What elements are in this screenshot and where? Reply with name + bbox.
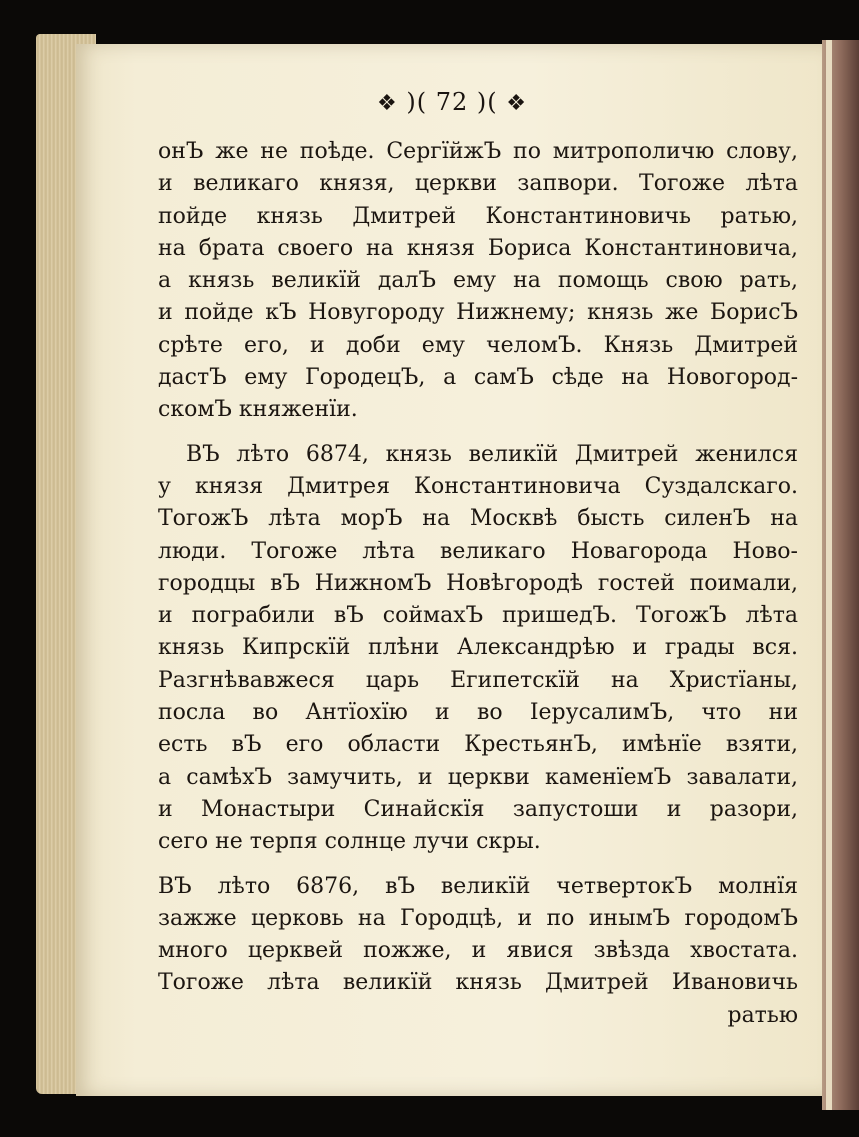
text-line: и пограбили вЪ соймахЪ пришедЪ. ТогожЪ лѣта bbox=[158, 603, 798, 629]
text-line: люди. Тогоже лѣта великаго Новагорода Ново- bbox=[158, 538, 798, 564]
catchword: ратью bbox=[727, 1002, 798, 1028]
text-line: сего не терпя солнце лучи скры. bbox=[158, 829, 541, 855]
text-line: и великаго князя, церкви запвори. Тогоже лѣта bbox=[158, 171, 798, 197]
text-line: ВЪ лѣто 6876, вЪ великїй четвертокЪ молнїя bbox=[158, 873, 798, 899]
text-line: есть вЪ его области КрестьянЪ, имѣнїе взяти, bbox=[158, 732, 798, 758]
page-header bbox=[76, 88, 828, 116]
paragraph-3 bbox=[158, 871, 798, 1032]
text-line: пойде князь Дмитрей Константиновичь ратью, bbox=[158, 203, 798, 229]
text-line: ТогожЪ лѣта морЪ на Москвѣ бысть силенЪ на bbox=[158, 506, 798, 532]
text-line: онЪ же не поѣде. СергїйжЪ по митрополичю слову, bbox=[158, 139, 798, 164]
ornament-left-icon: ❖ bbox=[377, 91, 398, 116]
text-line: посла во Антїохїю и во ІерусалимЪ, что ни bbox=[158, 700, 798, 726]
text-line: много церквей пожже, и явися звѣзда хвостата. bbox=[158, 938, 798, 964]
text-line: скомЪ княженїи. bbox=[158, 397, 358, 423]
text-line: Тогоже лѣта великїй князь Дмитрей Ивановичь bbox=[158, 970, 798, 996]
ornament-right-icon: ❖ bbox=[506, 91, 527, 116]
text-line: а князь великїй далЪ ему на помощь свою рать, bbox=[158, 268, 798, 294]
text-line: а самѣхЪ замучить, и церкви каменїемЪ завалати, bbox=[158, 764, 798, 790]
text-line: на брата своего на князя Бориса Константиновича, bbox=[158, 235, 798, 261]
text-line: ВЪ лѣто 6874, князь великїй Дмитрей женился bbox=[186, 441, 798, 467]
text-line: и Монастыри Синайскїя запустоши и разори, bbox=[158, 796, 798, 822]
text-line: городцы вЪ НижномЪ Новѣгородѣ гостей поимали, bbox=[158, 570, 798, 596]
text-line: и пойде кЪ Новугороду Нижнему; князь же БорисЪ bbox=[158, 300, 798, 326]
text-line: дастЪ ему ГородецЪ, а самЪ сѣде на Новогород- bbox=[158, 365, 798, 391]
page-number: )( 72 )( bbox=[406, 88, 498, 116]
text-line: срѣте его, и доби ему челомЪ. Князь Дмитрей bbox=[158, 332, 798, 358]
text-line: зажже церковь на Городцѣ, и по инымЪ городомЪ bbox=[158, 905, 798, 931]
facing-page-edge bbox=[822, 40, 859, 1110]
text-line: Разгнѣвавжеся царь Египетскїй на Христїаны, bbox=[158, 667, 798, 693]
text-line: князь Кипрскїй плѣни Александрѣю и грады вся. bbox=[158, 635, 798, 661]
paragraph-1 bbox=[158, 136, 798, 427]
body-text bbox=[158, 136, 798, 1044]
paragraph-2 bbox=[158, 439, 798, 859]
text-line: у князя Дмитрея Константиновича Суздалскаго. bbox=[158, 473, 798, 499]
